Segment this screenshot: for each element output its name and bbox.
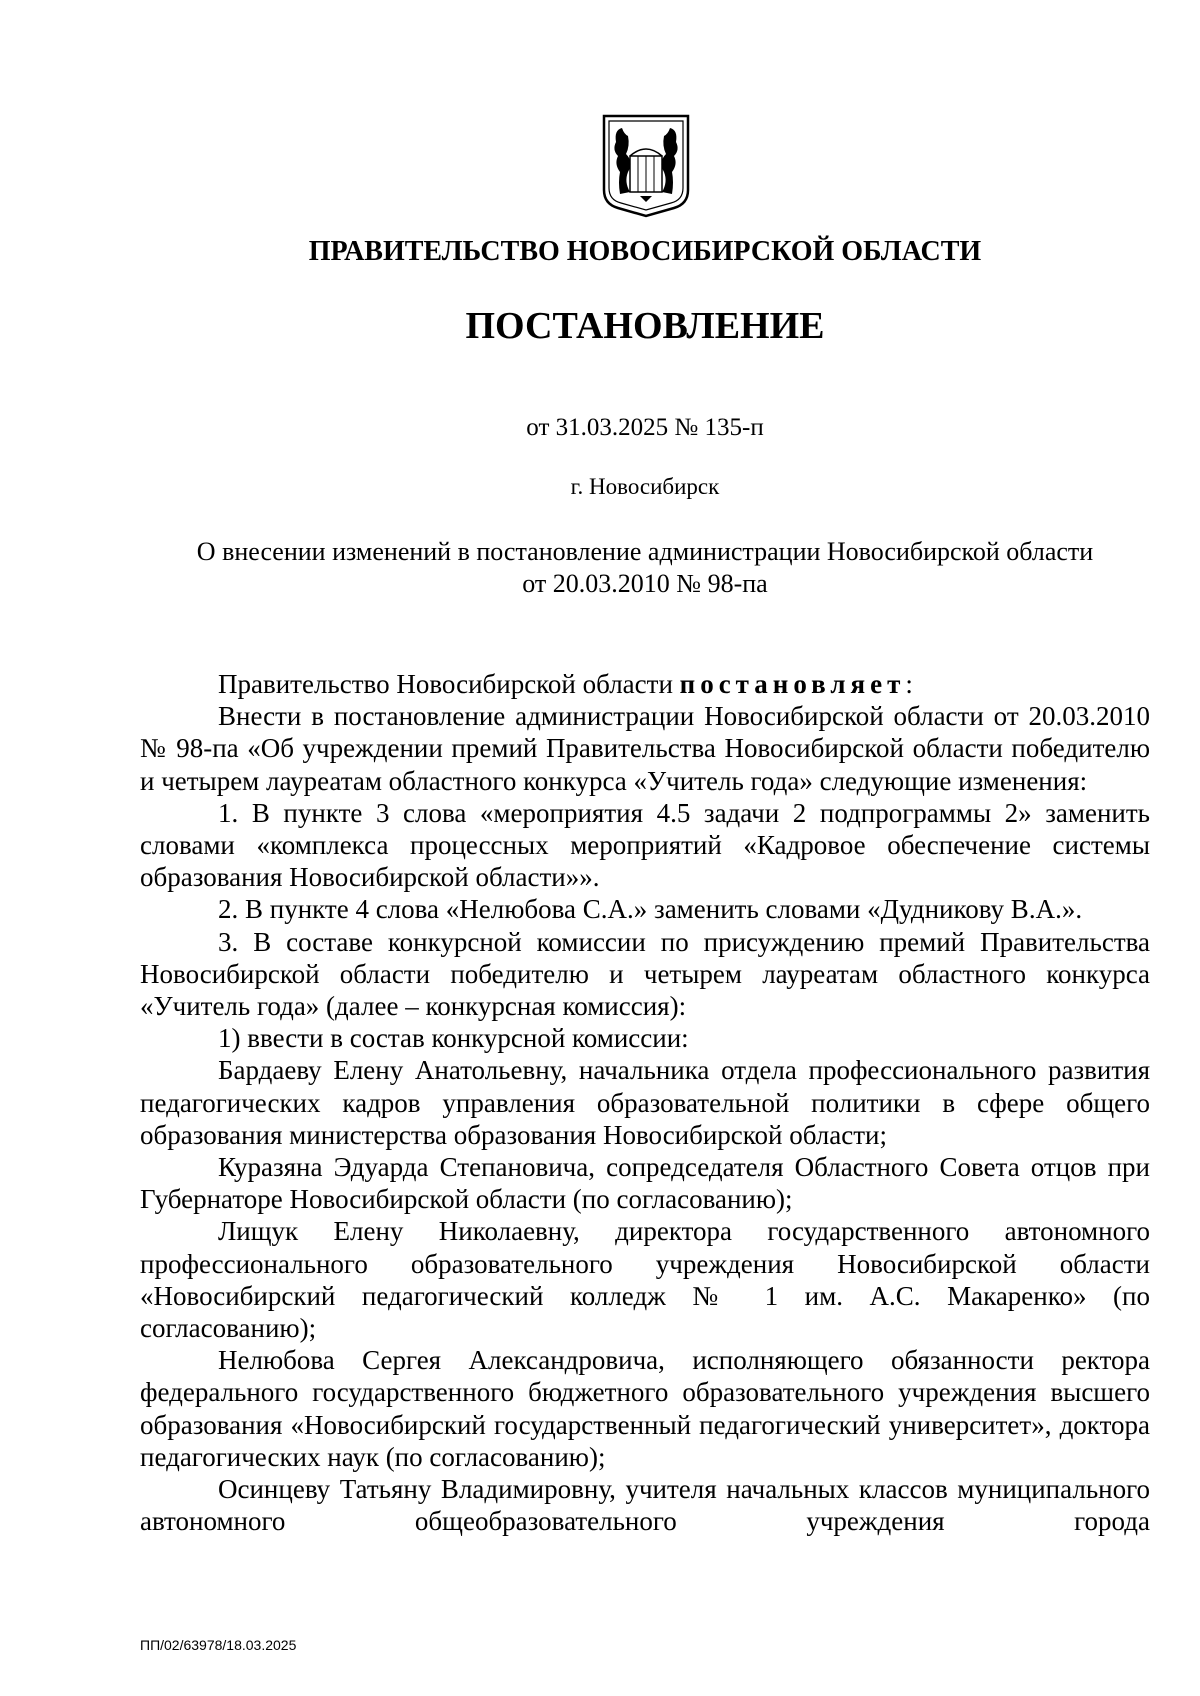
document-date-number: от 31.03.2025 № 135-п [526, 414, 764, 441]
intro-keyword: постановляет [679, 669, 906, 699]
paragraph: Осинцеву Татьяну Владимировну, учителя начальных классов муниципального автономного общеобразовательного учреждения города [140, 1474, 1150, 1537]
coat-of-arms-icon [600, 112, 692, 218]
paragraph: Нелюбова Сергея Александровича, исполняющего обязанности ректора федерального государственного бюджетного образовательного учреждения высшего образования «Новосибирский государственный педагогический университет», доктора педагогических наук (по согласованию); [140, 1345, 1150, 1472]
paragraph: Внести в постановление администрации Новосибирской области от 20.03.2010 № 98-па «Об учреждении премий Правительства Новосибирской области победителю и четырем лауреатам областного конкурса «Учитель года» следующие изменения: [140, 701, 1150, 796]
footer-code: ПП/02/63978/18.03.2025 [140, 1637, 297, 1653]
intro-paragraph [140, 668, 1150, 700]
paragraph: 1. В пункте 3 слова «мероприятия 4.5 задачи 2 подпрограммы 2» заменить словами «комплекса процессных мероприятий «Кадровое обеспечение системы образования Новосибирской области»». [140, 797, 1150, 893]
paragraph: Бардаеву Елену Анатольевну, начальника отдела профессионального развития педагогических кадров управления образовательной политики в сфере общего образования министерства образования Новосибирской области; [140, 1055, 1150, 1150]
document-body [140, 668, 1150, 1537]
paragraph: 3. В составе конкурсной комиссии по присуждению премий Правительства Новосибирской области победителю и четырем лауреатам областного конкурса «Учитель года» (далее – конкурсная комиссия): [140, 926, 1150, 1022]
intro-prefix: Правительство Новосибирской области [218, 669, 680, 699]
paragraph: 1) ввести в состав конкурсной комиссии: [218, 1023, 689, 1054]
subject-line-2: от 20.03.2010 № 98-па [522, 569, 768, 598]
intro-suffix: : [905, 669, 913, 699]
document-subject [140, 536, 1150, 600]
paragraph: 2. В пункте 4 слова «Нелюбова С.А.» заменить словами «Дудникову В.А.». [218, 894, 1083, 925]
document-type: ПОСТАНОВЛЕНИЕ [465, 305, 825, 347]
document-city: г. Новосибирск [570, 474, 720, 499]
paragraph: Куразяна Эдуарда Степановича, сопредседателя Областного Совета отцов при Губернаторе Новосибирской области (по согласованию); [140, 1152, 1150, 1215]
organization-name: ПРАВИТЕЛЬСТВО НОВОСИБИРСКОЙ ОБЛАСТИ [308, 236, 982, 267]
paragraph: Лищук Елену Николаевну, директора государственного автономного профессионального образовательного учреждения Новосибирской области «Новосибирский педагогический колледж № 1 им. А.С. Макаренко» (по согласованию); [140, 1216, 1150, 1344]
subject-line-1: О внесении изменений в постановление администрации Новосибирской области [196, 537, 1094, 566]
